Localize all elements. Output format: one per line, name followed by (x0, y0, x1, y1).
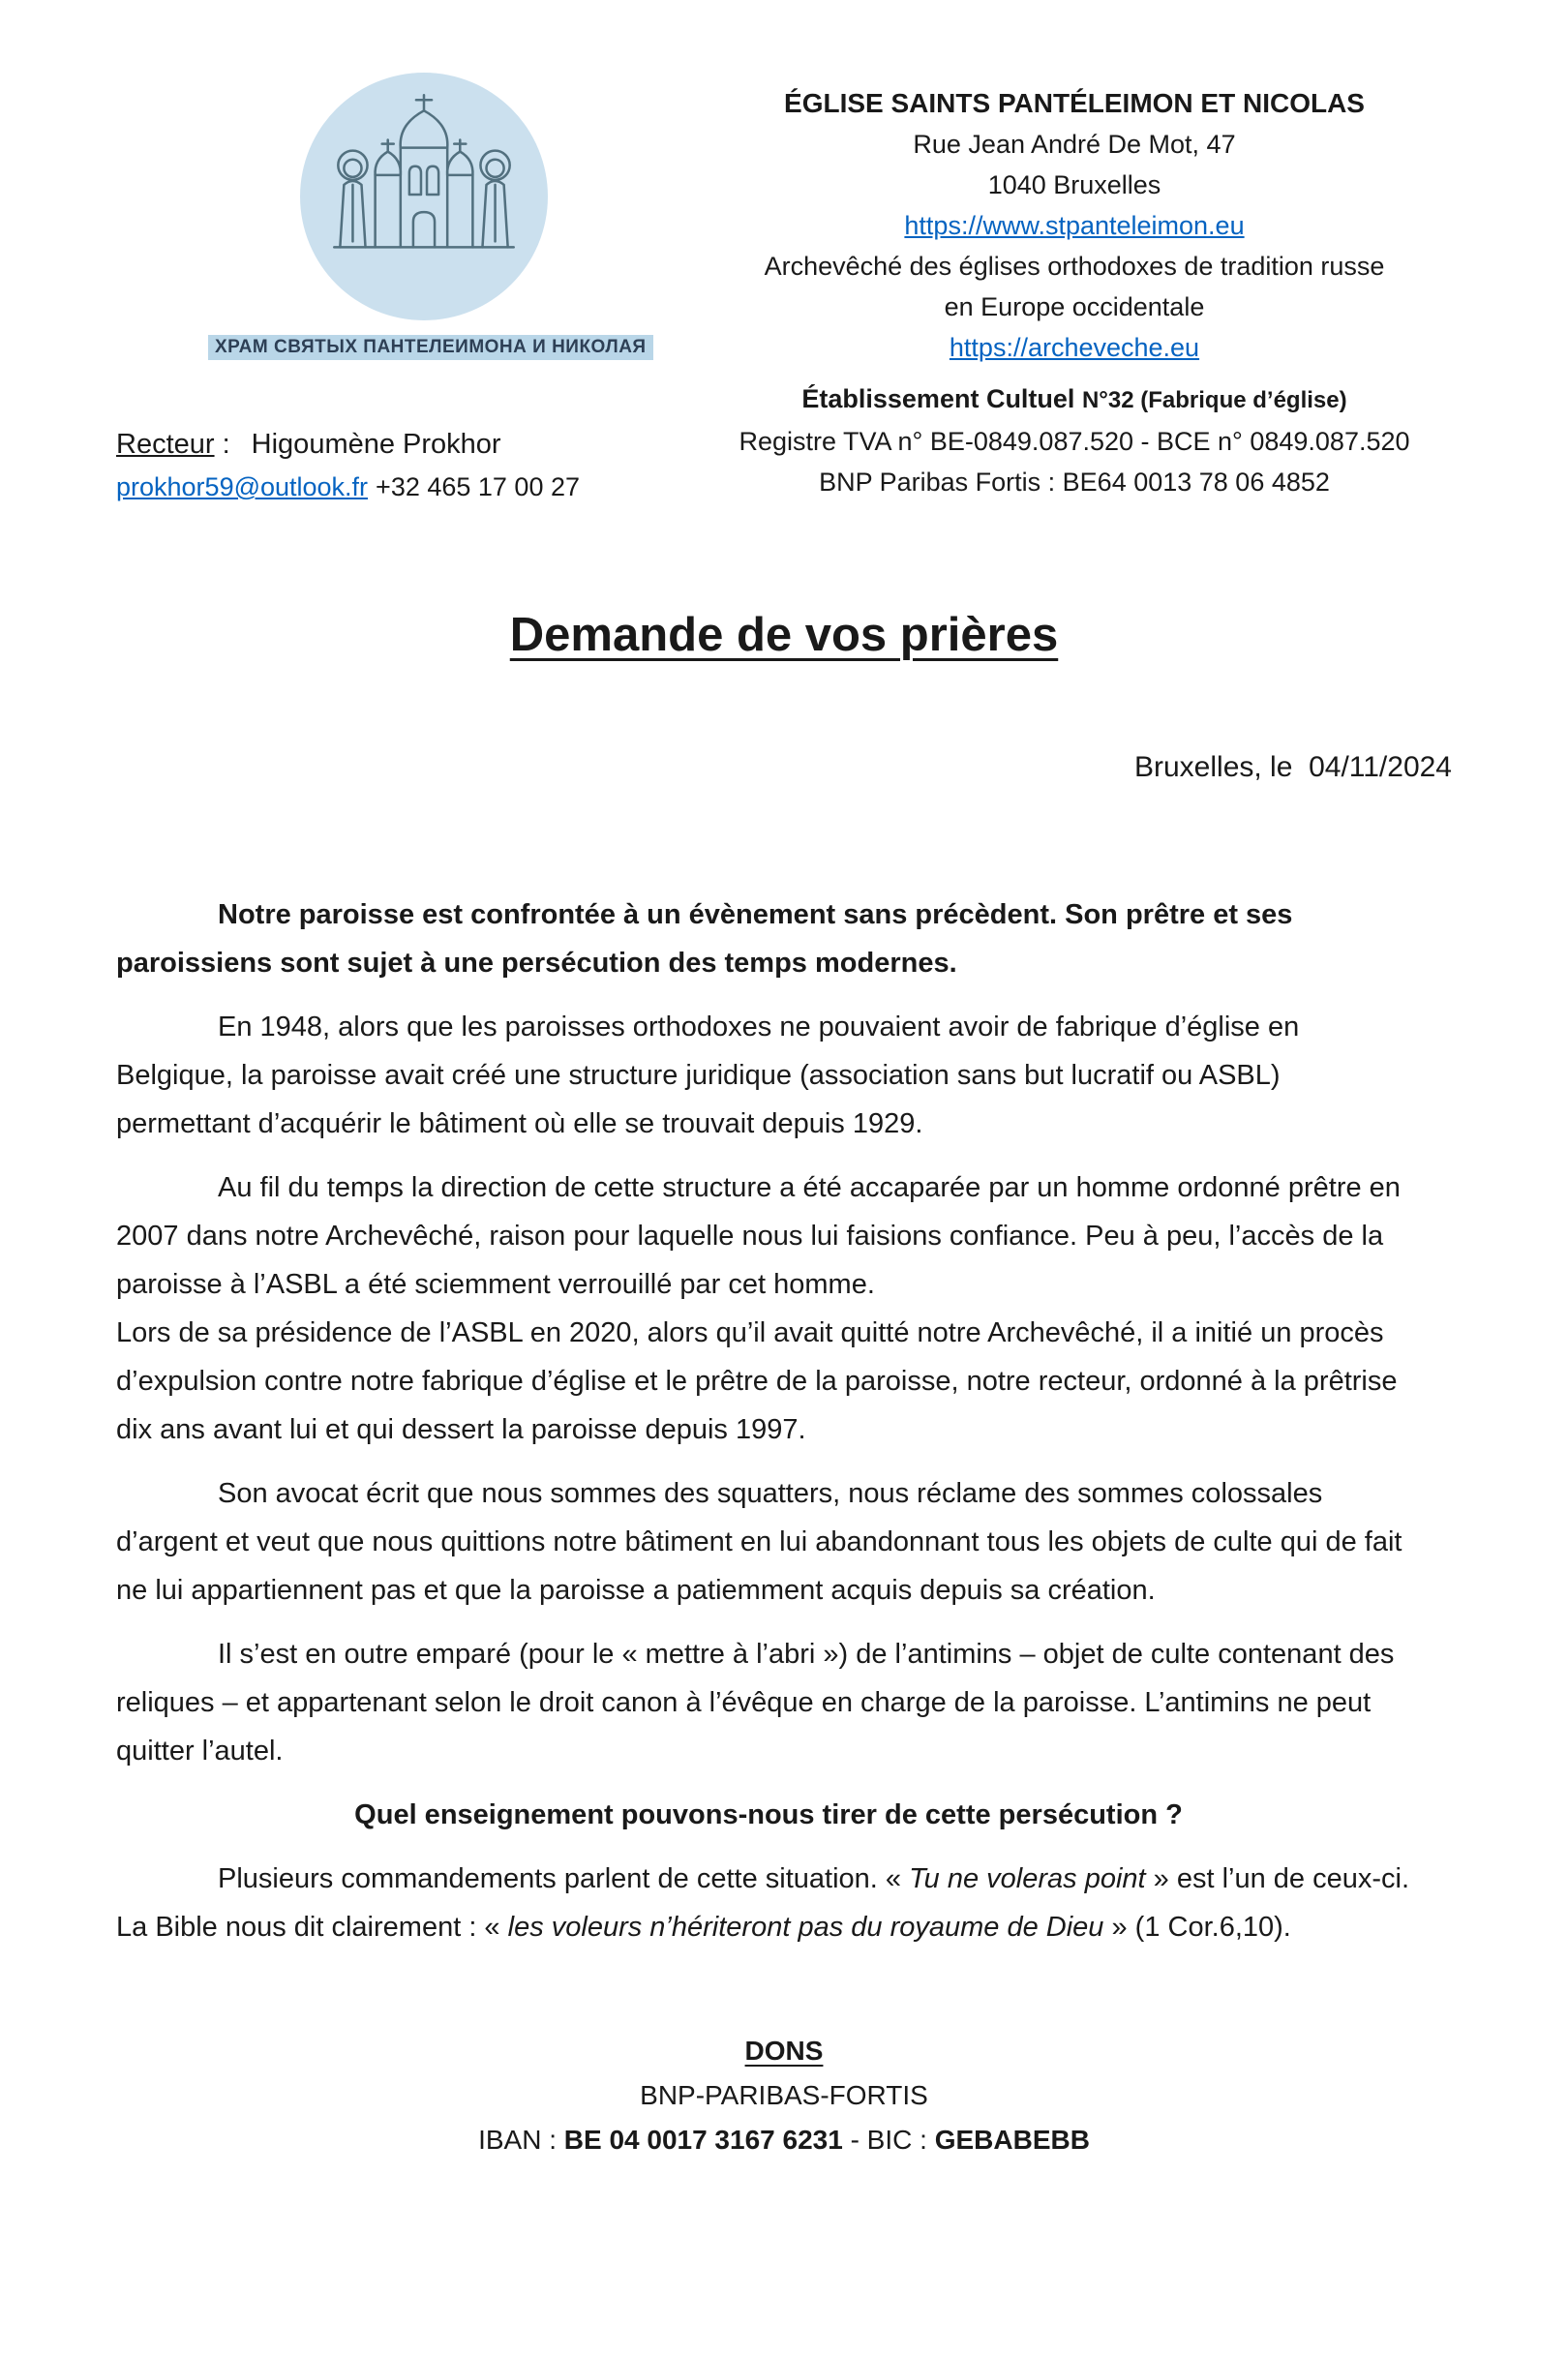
logo-block (208, 70, 647, 360)
quote-run-italic: Tu ne voleras point (909, 1863, 1146, 1894)
rector-block (116, 423, 580, 508)
rector-contact-line (116, 466, 580, 508)
address-street: Rue Jean André De Mot, 47 (913, 130, 1236, 159)
paragraph-intro: Notre paroisse est confrontée à un évènement sans précèdent. Son prêtre et ses paroissiens sont sujet à une persécution des temps modernes. (116, 899, 1293, 979)
archdiocese-line2: en Europe occidentale (944, 292, 1205, 321)
rector-colon: : (214, 429, 230, 460)
paragraph-1948: En 1948, alors que les paroisses orthodoxes ne pouvaient avoir de fabrique d’église en Belgique, la paroisse avait créé une structure juridique (association sans but lucratif ou ASBL) permettant d’acquérir le bâtiment où elle se trouvait depuis 1929. (116, 1012, 1300, 1139)
paragraph-presidence: Lors de sa présidence de l’ASBL en 2020, alors qu’il avait quitté notre Archevêché, il a initié un procès d’expulsion contre notre fabrique d’église et le prêtre de la paroisse, notre recteur, ordonné à la prêtrise dix ans avant lui et qui dessert la paroisse depuis 1997. (116, 1317, 1398, 1445)
bic-label: - BIC : (842, 2125, 935, 2155)
donations-heading: DONS (744, 2036, 824, 2066)
paragraph-structure: Au fil du temps la direction de cette structure a été accaparée par un homme ordonné prêtre en 2007 dans notre Archevêché, raison pour laquelle nous lui faisions confiance. Peu à peu, l’accès de la paroisse à l’ASBL a été sciemment verrouillé par cet homme. (116, 1172, 1401, 1300)
logo-caption: ХРАМ СВЯТЫХ ПАНТЕЛЕИМОНА И НИКОЛАЯ (208, 335, 653, 360)
letter-body (116, 608, 1452, 2162)
rector-email-link[interactable]: prokhor59@outlook.fr (116, 472, 369, 501)
quote-run-italic: les voleurs n’hériteront pas du royaume de Dieu (507, 1912, 1104, 1943)
letter-text (116, 891, 1421, 1951)
registre-line: Registre TVA n° BE-0849.087.520 - BCE n° 0849.087.520 (739, 427, 1410, 456)
text-run: Plusieurs commandements parlent de cette situation. « (218, 1863, 910, 1894)
bank-account-line: BNP Paribas Fortis : BE64 0013 78 06 4852 (819, 468, 1330, 497)
paragraph-question: Quel enseignement pouvons-nous tirer de cette persécution ? (354, 1799, 1183, 1830)
archdiocese-website-link[interactable]: https://archeveche.eu (949, 333, 1200, 362)
archdiocese-line1: Archevêché des églises orthodoxes de tradition russe (764, 252, 1385, 281)
paragraph-commandements (116, 1855, 1421, 1951)
paragraph-antimins: Il s’est en outre emparé (pour le « mettre à l’abri ») de l’antimins – objet de culte contenant des reliques – et appartenant selon le droit canon à l’évêque en charge de la paroisse. L’antimins ne peut quitter l’autel. (116, 1639, 1395, 1767)
donations-iban-line (116, 2118, 1452, 2162)
rector-label: Recteur (116, 429, 215, 460)
parish-website-line (724, 205, 1425, 246)
rector-line (116, 423, 580, 466)
donations-bank-name: BNP-PARIBAS-FORTIS (640, 2080, 928, 2110)
etablissement-line (724, 378, 1425, 421)
rector-phone: +32 465 17 00 27 (376, 472, 580, 501)
text-run: » (1 Cor.6,10). (1103, 1912, 1291, 1943)
donations-section (116, 2029, 1452, 2162)
dateline: Bruxelles, le 04/11/2024 (1134, 751, 1452, 783)
letter-title: Demande de vos prières (509, 609, 1059, 661)
iban-value: BE 04 0017 3167 6231 (563, 2125, 843, 2155)
etablissement-title-run: Établissement Cultuel (801, 384, 1082, 413)
church-logo-icon (297, 70, 551, 323)
letterhead (724, 83, 1425, 502)
address-city: 1040 Bruxelles (987, 170, 1161, 199)
bic-value: GEBABEBB (934, 2125, 1090, 2155)
paragraph-avocat: Son avocat écrit que nous sommes des squatters, nous réclame des sommes colossales d’argent et veut que nous quittions notre bâtiment en lui abandonnant tous les objets de culte qui de fait ne lui appartiennent pas et que la paroisse a patiemment acquis depuis sa création. (116, 1478, 1402, 1606)
parish-website-link[interactable]: https://www.stpanteleimon.eu (904, 211, 1245, 240)
rector-name: Higoumène Prokhor (251, 429, 501, 460)
text-run: » est l’un de ceux-ci. La Bible nous dit clairement : « (116, 1863, 1410, 1943)
etablissement-detail-run: N°32 (Fabrique d’église) (1081, 387, 1347, 413)
church-name: ÉGLISE SAINTS PANTÉLEIMON ET NICOLAS (784, 88, 1365, 118)
iban-label: IBAN : (478, 2125, 564, 2155)
archdiocese-website-line (724, 327, 1425, 368)
